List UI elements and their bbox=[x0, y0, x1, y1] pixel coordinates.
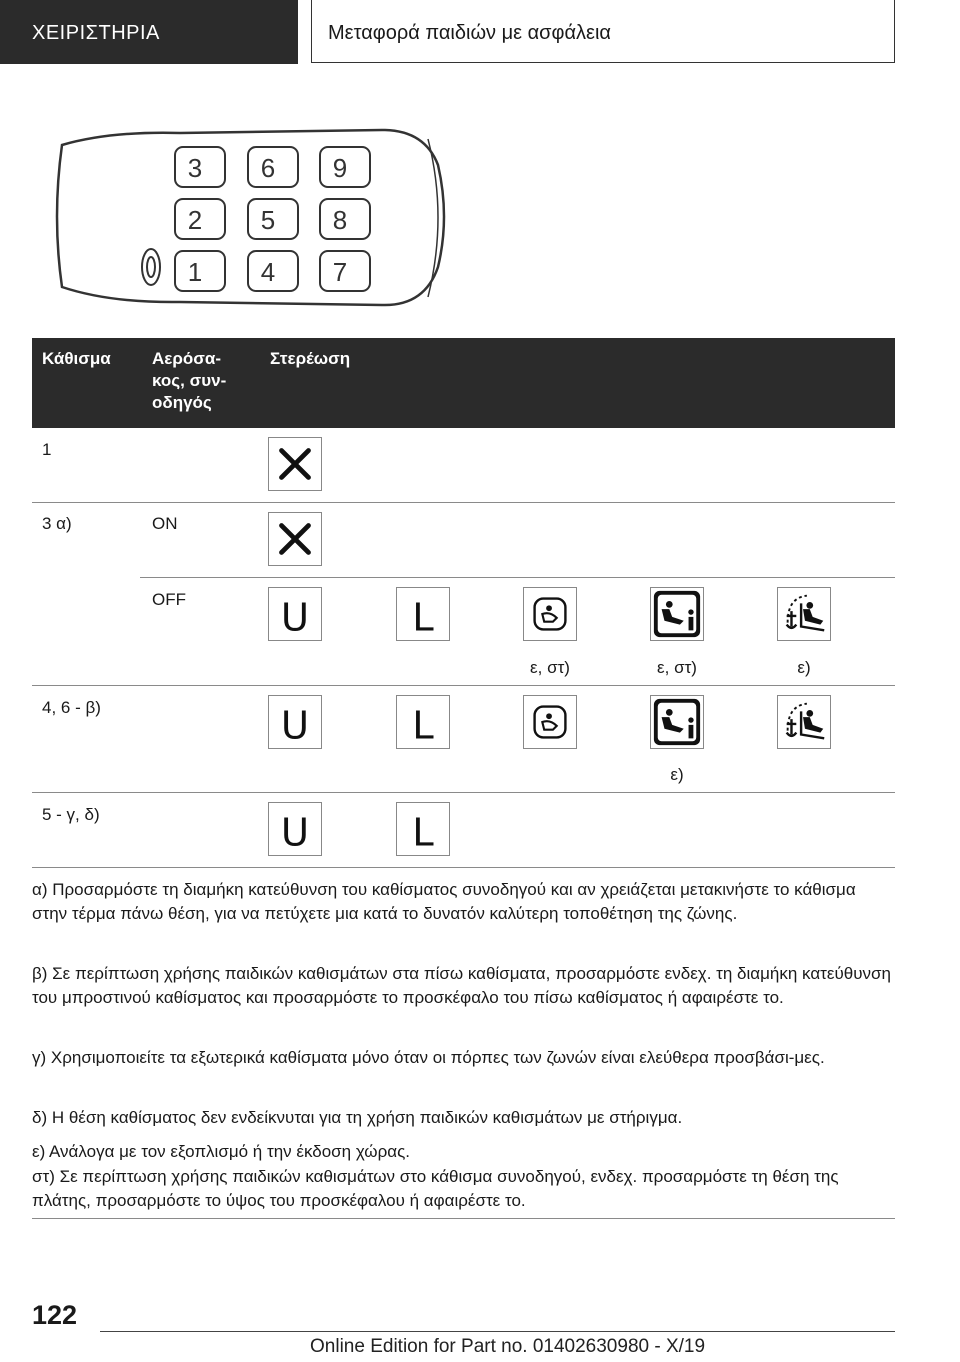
airbag-cell: ON bbox=[152, 514, 178, 533]
semi-universal-letter: L bbox=[412, 595, 434, 640]
edition-text: Online Edition for Part no. 01402630980 - X/19 bbox=[310, 1336, 706, 1357]
seat-cell: 3 α) bbox=[42, 514, 72, 533]
universal-u-icon bbox=[268, 695, 322, 749]
footnote-d: δ) Η θέση καθίσματος δεν ενδείκνυται για τη χρήση παιδικών καθισμάτων με στήριγμα. bbox=[32, 1108, 683, 1127]
semi-universal-letter: L bbox=[412, 810, 434, 855]
seat-number: 3 bbox=[187, 153, 203, 183]
row-divider bbox=[32, 502, 895, 503]
notes-divider bbox=[32, 1218, 895, 1219]
semi-universal-l-icon bbox=[396, 802, 450, 856]
row-divider bbox=[32, 867, 895, 868]
page-number: 122 bbox=[32, 1300, 78, 1330]
column-airbag: Αερόσα- κος, συν- οδηγός bbox=[152, 349, 227, 412]
airbag-cell: OFF bbox=[152, 590, 186, 609]
section-tab bbox=[0, 0, 298, 64]
footnote-e: ε) Ανάλογα με τον εξοπλισμό ή την έκδοση χώρας. bbox=[32, 1142, 410, 1161]
child-seat-icon bbox=[523, 695, 577, 749]
seat-number: 9 bbox=[332, 153, 348, 183]
chapter-title: Μεταφορά παιδιών με ασφάλεια bbox=[328, 22, 611, 44]
seat-cell: 4, 6 - β) bbox=[42, 698, 101, 717]
seat-number: 7 bbox=[332, 257, 348, 287]
footnote-label: ε, στ) bbox=[657, 658, 697, 677]
row-divider bbox=[32, 792, 895, 793]
not-suitable-icon bbox=[268, 437, 322, 491]
universal-u-icon bbox=[268, 587, 322, 641]
seat-number: 8 bbox=[332, 205, 348, 235]
semi-universal-l-icon bbox=[396, 695, 450, 749]
isofix-anchor-icon bbox=[777, 587, 831, 641]
seat-number: 6 bbox=[260, 153, 276, 183]
child-seat-icon bbox=[523, 587, 577, 641]
universal-u-icon bbox=[268, 802, 322, 856]
footnote-a: α) Προσαρμόστε τη διαμήκη κατεύθυνση του καθίσματος συνοδηγού και αν χρειάζεται μετακινήστε το κάθισμα στην τέρμα πάνω θέση, για να πετύχετε μια κατά το δυνατόν καλύτερη τοποθέτηση της ζώνης. bbox=[32, 880, 856, 923]
universal-letter: U bbox=[280, 810, 310, 855]
footnote-f: στ) Σε περίπτωση χρήσης παιδικών καθισμάτων στο κάθισμα συνοδηγού, ενδεχ. προσαρμόστε τη θέση της πλάτης, προσαρμόστε το ύψος του προσκέφαλου ή αφαιρέστε το. bbox=[32, 1167, 839, 1210]
isize-child-seat-icon bbox=[650, 587, 704, 641]
seat-number: 2 bbox=[187, 205, 203, 235]
column-mounting: Στερέωση bbox=[270, 349, 351, 368]
semi-universal-l-icon bbox=[396, 587, 450, 641]
seat-number: 1 bbox=[187, 257, 203, 287]
footer-rule bbox=[100, 1331, 895, 1332]
row-divider bbox=[140, 577, 895, 578]
row-divider bbox=[32, 685, 895, 686]
seat-cell: 1 bbox=[42, 440, 52, 459]
footnote-label: ε) bbox=[670, 765, 684, 784]
footnote-label: ε, στ) bbox=[530, 658, 570, 677]
vehicle-outline bbox=[57, 130, 444, 305]
footnote-c: γ) Χρησιμοποιείτε τα εξωτερικά καθίσματα μόνο όταν οι πόρπες των ζωνών είναι ελεύθερα προσβάσι-μες. bbox=[32, 1048, 825, 1067]
universal-letter: U bbox=[280, 703, 310, 748]
section-title: ΧΕΙΡΙΣΤΗΡΙΑ bbox=[32, 22, 160, 44]
footnote-b: β) Σε περίπτωση χρήσης παιδικών καθισμάτων στα πίσω καθίσματα, προσαρμόστε ενδεχ. τη διαμήκη κατεύθυνση του μπροστινού καθίσματος και προσαρμόστε το προσκέφαλο του πίσω καθίσματος ή αφαιρέστε το. bbox=[32, 964, 891, 1007]
steering-wheel-icon bbox=[142, 249, 160, 285]
isofix-anchor-icon bbox=[777, 695, 831, 749]
not-suitable-icon bbox=[268, 512, 322, 566]
chapter-header bbox=[311, 0, 895, 63]
seat-number: 5 bbox=[260, 205, 276, 235]
universal-letter: U bbox=[280, 595, 310, 640]
semi-universal-letter: L bbox=[412, 703, 434, 748]
seat-number: 4 bbox=[260, 257, 276, 287]
column-seat: Κάθισμα bbox=[42, 349, 111, 368]
isize-child-seat-icon bbox=[650, 695, 704, 749]
table-header bbox=[32, 338, 895, 428]
seat-cell: 5 - γ, δ) bbox=[42, 805, 100, 824]
footnote-label: ε) bbox=[797, 658, 811, 677]
seat-position-diagram bbox=[50, 125, 460, 310]
